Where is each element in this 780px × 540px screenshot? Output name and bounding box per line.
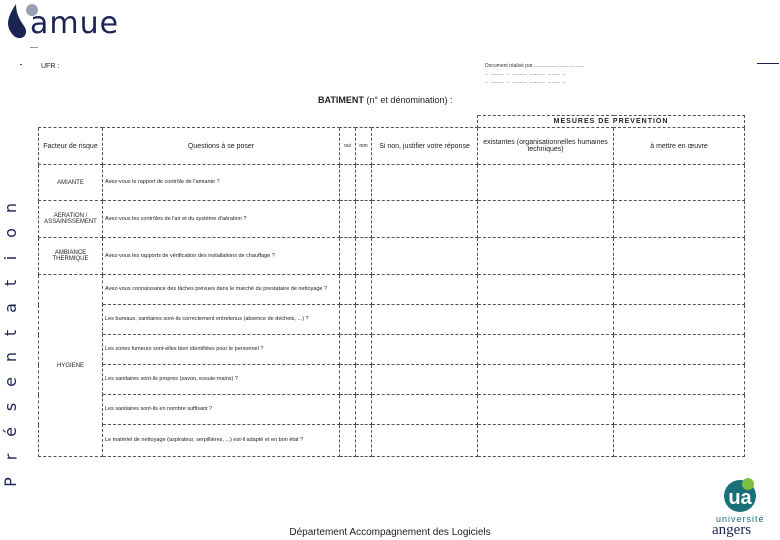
oui-cell[interactable] — [340, 201, 356, 238]
to-implement-cell[interactable] — [614, 275, 745, 305]
sidebar-letter: n — [0, 352, 20, 363]
question-cell: Le matériel de nettoyage (aspirateur, serpillières, ...) est-il adapté et en bon état ? — [103, 425, 340, 457]
non-cell[interactable] — [356, 275, 372, 305]
existing-cell[interactable] — [478, 238, 614, 275]
column-header-questions: Questions à se poser — [103, 128, 340, 165]
to-implement-cell[interactable] — [614, 365, 745, 395]
column-header-factor: Facteur de risque — [39, 128, 103, 165]
table-row — [39, 395, 745, 425]
oui-cell[interactable] — [340, 165, 356, 201]
risk-assessment-table — [38, 115, 745, 457]
oui-cell[interactable] — [340, 238, 356, 275]
justify-cell[interactable] — [372, 425, 478, 457]
question-cell: Les sanitaires sont-ils en nombre suffisant ? — [103, 395, 340, 425]
divider — [20, 64, 22, 65]
justify-cell[interactable] — [372, 275, 478, 305]
existing-cell[interactable] — [478, 305, 614, 335]
non-cell[interactable] — [356, 201, 372, 238]
justify-cell[interactable] — [372, 238, 478, 275]
existing-cell[interactable] — [478, 425, 614, 457]
non-cell[interactable] — [356, 425, 372, 457]
column-header-non: non — [356, 128, 372, 165]
question-cell: Avez-vous les rapports de vérification des installations de chauffage ? — [103, 238, 340, 275]
to-implement-cell[interactable] — [614, 335, 745, 365]
sidebar-letter: t — [1, 279, 20, 286]
sidebar-letter: a — [1, 302, 20, 313]
sidebar-letter: é — [1, 427, 20, 438]
divider — [757, 63, 779, 64]
university-logo-line1: université — [716, 514, 765, 524]
measures-header: MESURES DE PREVENTION — [478, 116, 745, 128]
table-row — [39, 305, 745, 335]
justify-cell[interactable] — [372, 395, 478, 425]
non-cell[interactable] — [356, 365, 372, 395]
document-meta: Document réalisé par .................. ...... .......... .. .......... .. .......... ........... ......... .. .. .......... .. .......... ........... ......... .. — [485, 63, 584, 85]
to-implement-cell[interactable] — [614, 395, 745, 425]
header-spacer — [39, 116, 478, 128]
table-row — [39, 201, 745, 238]
footer-text: Département Accompagnement des Logiciels — [289, 527, 491, 538]
to-implement-cell[interactable] — [614, 305, 745, 335]
factor-cell: HYGIENE — [39, 275, 103, 457]
sidebar-letter: s — [1, 403, 20, 412]
oui-cell[interactable] — [340, 425, 356, 457]
justify-cell[interactable] — [372, 201, 478, 238]
title-bold: BATIMENT — [318, 95, 364, 105]
oui-cell[interactable] — [340, 365, 356, 395]
existing-cell[interactable] — [478, 335, 614, 365]
university-logo-mark-text: ua — [728, 487, 752, 509]
to-implement-cell[interactable] — [614, 425, 745, 457]
to-implement-cell[interactable] — [614, 165, 745, 201]
existing-cell[interactable] — [478, 165, 614, 201]
table-header-row — [39, 116, 745, 128]
question-cell: Avez-vous connaissance des tâches prévues dans le marché du prestataire de nettoyage ? — [103, 275, 340, 305]
table-header-row — [39, 128, 745, 165]
existing-cell[interactable] — [478, 275, 614, 305]
title-rest: (n° et dénomination) : — [363, 95, 453, 105]
university-logo-mark — [712, 476, 778, 516]
non-cell[interactable] — [356, 305, 372, 335]
sidebar-letter: r — [0, 453, 20, 461]
ufr-label: UFR : — [41, 63, 60, 70]
sidebar-letter: i — [0, 255, 20, 261]
question-cell: Avez-vous les contrôles de l'air et du système d'aération ? — [103, 201, 340, 238]
question-cell: Les sanitaires sont-ils propres (savon, essuie-mains) ? — [103, 365, 340, 395]
to-implement-cell[interactable] — [614, 238, 745, 275]
factor-cell: AMBIANCE THERMIQUE — [39, 238, 103, 275]
factor-cell: AERATION / ASSAINISSEMENT — [39, 201, 103, 238]
factor-cell: AMIANTE — [39, 165, 103, 201]
sidebar-letter: e — [1, 377, 20, 388]
university-logo-line2: angers — [712, 522, 752, 538]
table-row — [39, 335, 745, 365]
oui-cell[interactable] — [340, 275, 356, 305]
column-header-to-implement: à mettre en œuvre — [614, 128, 745, 165]
page-title — [318, 95, 452, 105]
non-cell[interactable] — [356, 395, 372, 425]
oui-cell[interactable] — [340, 395, 356, 425]
sidebar-letter: P — [1, 477, 20, 487]
non-cell[interactable] — [356, 335, 372, 365]
oui-cell[interactable] — [340, 305, 356, 335]
justify-cell[interactable] — [372, 335, 478, 365]
existing-cell[interactable] — [478, 365, 614, 395]
question-cell: Les zones fumeurs sont-elles bien identifiées pour le personnel ? — [103, 335, 340, 365]
table-row — [39, 165, 745, 201]
to-implement-cell[interactable] — [614, 201, 745, 238]
sidebar-letter: n — [0, 202, 20, 214]
sidebar-presentation-label — [0, 200, 22, 490]
non-cell[interactable] — [356, 165, 372, 201]
oui-cell[interactable] — [340, 335, 356, 365]
justify-cell[interactable] — [372, 165, 478, 201]
divider — [30, 47, 38, 48]
table-row — [39, 275, 745, 305]
question-cell: Les bureaux, sanitaires sont-ils correctement entretenus (absence de déchets, ...) ? — [103, 305, 340, 335]
justify-cell[interactable] — [372, 305, 478, 335]
table-row — [39, 425, 745, 457]
column-header-justify: Si non, justifier votre réponse — [372, 128, 478, 165]
table-row — [39, 365, 745, 395]
amue-logo-text: amue — [30, 6, 120, 41]
column-header-oui: oui — [340, 128, 356, 165]
justify-cell[interactable] — [372, 365, 478, 395]
non-cell[interactable] — [356, 238, 372, 275]
column-header-existing: existantes (organisationnelles humaines techniques) — [478, 128, 614, 165]
table-row — [39, 238, 745, 275]
sidebar-letter: o — [0, 228, 20, 238]
existing-cell[interactable] — [478, 395, 614, 425]
sidebar-letter: t — [1, 329, 20, 336]
question-cell: Avez-vous le rapport de contrôle de l'amiante ? — [103, 165, 340, 201]
existing-cell[interactable] — [478, 201, 614, 238]
